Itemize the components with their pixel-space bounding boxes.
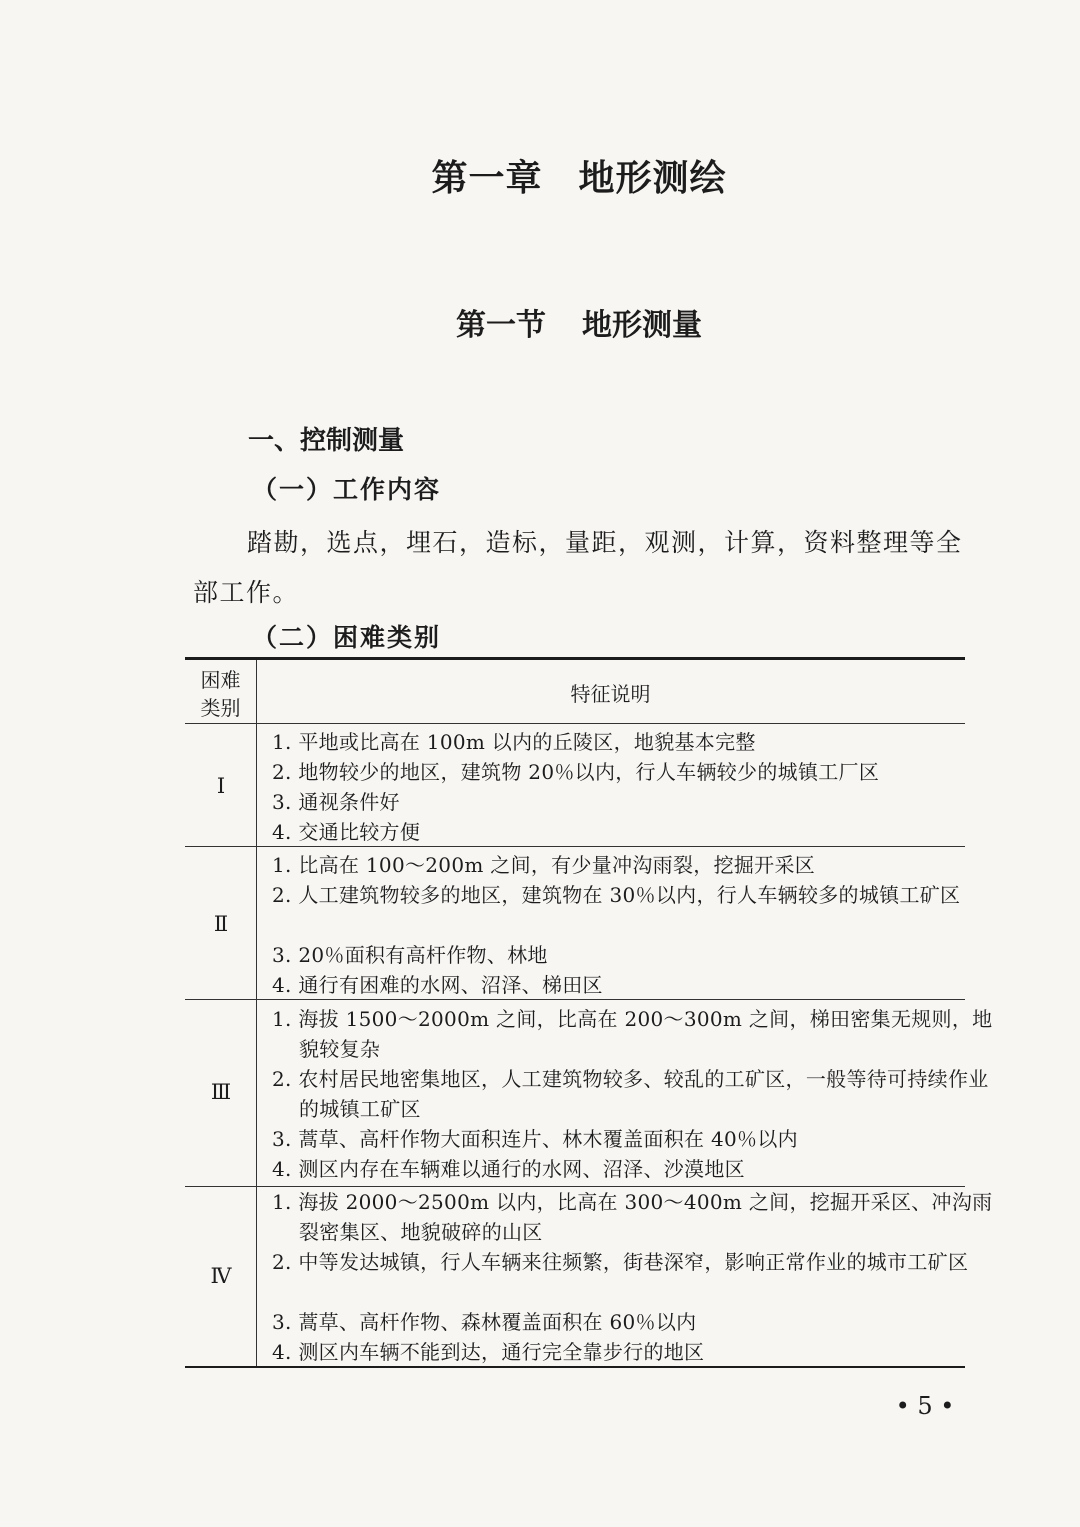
table-item: 4. 通行有困难的水网、沼泽、梯田区 [272, 973, 603, 997]
table-top-rule [185, 657, 965, 660]
subheading-work-content: （一）工作内容 [252, 475, 442, 504]
table-header-divider [185, 723, 965, 724]
table-item: 2. 中等发达城镇，行人车辆来往频繁，街巷深窄，影响正常作业的城市工矿区 [272, 1250, 969, 1274]
table-item: 4. 测区内存在车辆难以通行的水网、沼泽、沙漠地区 [272, 1157, 745, 1181]
table-item: 3. 20％面积有高杆作物、林地 [272, 943, 548, 967]
table-header-category: 困难 类别 [200, 668, 241, 720]
heading-control-survey: 一、控制测量 [248, 426, 405, 456]
table-item: 3. 蒿草、高杆作物、森林覆盖面积在 60％以内 [272, 1310, 697, 1334]
table-item: 4. 测区内车辆不能到达，通行完全靠步行的地区 [272, 1340, 705, 1364]
table-item: 1. 平地或比高在 100m 以内的丘陵区，地貌基本完整 [272, 730, 756, 754]
category-cell-3: Ⅲ [210, 1080, 231, 1104]
category-cell-4: Ⅳ [210, 1264, 231, 1288]
table-column-divider [256, 660, 257, 1366]
category-cell-2: Ⅱ [213, 912, 228, 936]
chapter-title: 第一章 地形测绘 [431, 158, 727, 199]
table-item: 1. 海拔 2000～2500m 以内，比高在 300～400m 之间，挖掘开采区、冲沟雨裂密集区、地貌破碎的山区 [272, 1190, 993, 1244]
table-header-description: 特征说明 [570, 682, 651, 706]
table-item: 3. 蒿草、高杆作物大面积连片、林木覆盖面积在 40％以内 [272, 1127, 798, 1151]
category-cell-1: Ⅰ [216, 774, 225, 798]
page-number: • 5 • [895, 1392, 955, 1420]
table-item: 2. 地物较少的地区，建筑物 20％以内，行人车辆较少的城镇工厂区 [272, 760, 880, 784]
subheading-difficulty-category: （二）困难类别 [252, 623, 442, 652]
table-item: 2. 农村居民地密集地区，人工建筑物较多、较乱的工矿区，一般等待可持续作业的城镇工矿区 [272, 1067, 989, 1121]
table-item: 1. 比高在 100～200m 之间，有少量冲沟雨裂，挖掘开采区 [272, 853, 816, 877]
table-item: 4. 交通比较方便 [272, 820, 421, 844]
table-item: 1. 海拔 1500～2000m 之间，比高在 200～300m 之间，梯田密集无规则，地貌较复杂 [272, 1007, 993, 1061]
work-content-paragraph: 踏勘，选点，埋石，造标，量距，观测，计算，资料整理等全部工作。 [193, 528, 963, 607]
table-item: 2. 人工建筑物较多的地区，建筑物在 30％以内，行人车辆较多的城镇工矿区 [272, 883, 961, 907]
section-title: 第一节 地形测量 [456, 308, 702, 343]
table-item: 3. 通视条件好 [272, 790, 400, 814]
